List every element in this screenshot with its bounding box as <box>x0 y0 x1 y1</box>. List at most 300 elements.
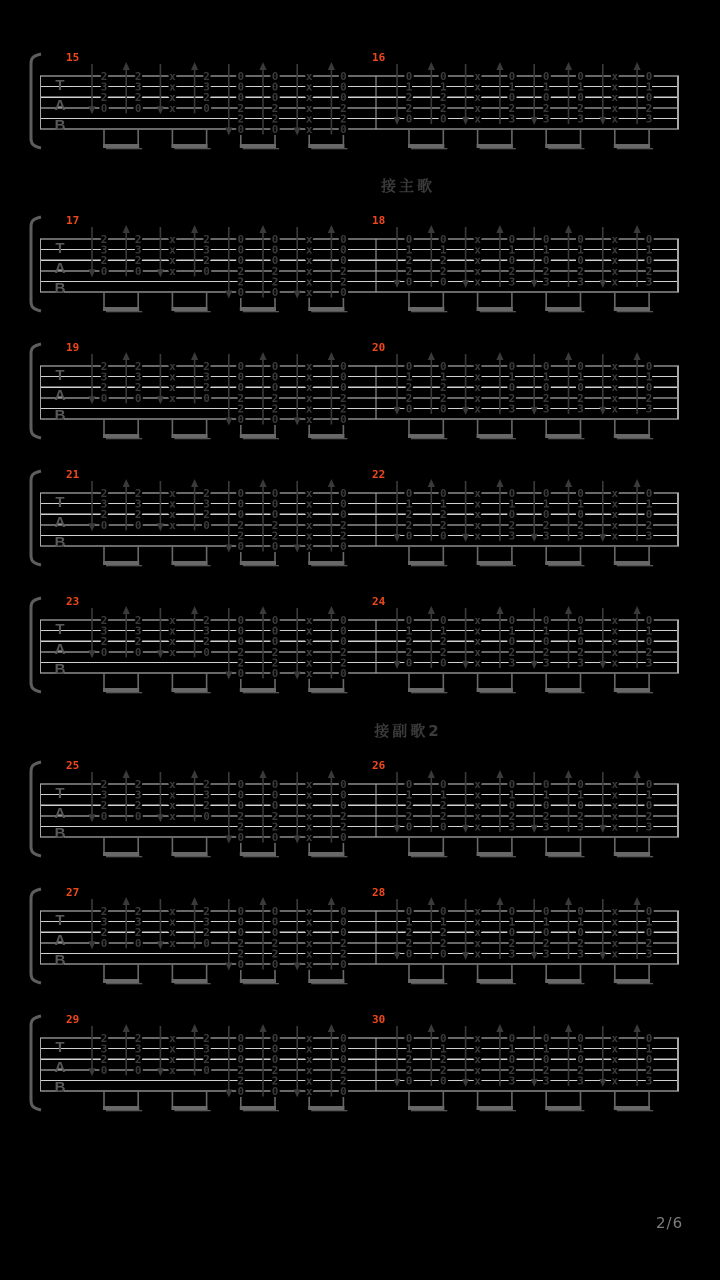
fret-number: 2 <box>577 101 584 115</box>
fret-number: 2 <box>508 936 516 950</box>
fret-number: 2 <box>439 936 447 950</box>
muted-hit: x <box>305 80 313 94</box>
fret-number: 0 <box>439 112 447 126</box>
muted-hit: x <box>169 101 176 115</box>
fret-number: 0 <box>508 381 516 395</box>
fret-number: 2 <box>203 70 210 83</box>
strum-down-arrowhead <box>225 672 232 680</box>
fret-number: 2 <box>577 936 584 950</box>
strum-up-arrowhead <box>565 479 572 487</box>
fret-number: 0 <box>134 936 142 950</box>
beam <box>545 688 581 692</box>
muted-hit: x <box>305 1053 313 1067</box>
fret-number: 2 <box>271 947 279 961</box>
measure-number: 21 <box>66 468 80 481</box>
muted-hit: x <box>305 518 313 532</box>
muted-hit: x <box>611 788 619 802</box>
muted-hit: x <box>169 497 176 511</box>
strum-down-arrowhead <box>462 534 469 542</box>
beam-shadow <box>617 856 653 857</box>
fret-number: 0 <box>340 1085 347 1098</box>
fret-number: 2 <box>577 518 584 532</box>
muted-hit: x <box>474 360 481 373</box>
muted-hit: x <box>474 101 481 115</box>
fret-number: 2 <box>237 820 245 834</box>
strum-up-arrowhead <box>428 770 435 778</box>
fret-number: 1 <box>577 243 584 257</box>
muted-hit: x <box>474 635 481 649</box>
strum-down-arrowhead <box>599 117 606 125</box>
fret-number: 1 <box>542 497 550 511</box>
fret-number: 3 <box>645 1074 653 1088</box>
fret-number: 0 <box>508 926 516 940</box>
tab-clef-letter: A <box>54 641 66 658</box>
strum-up-arrowhead <box>123 479 130 487</box>
fret-number: 3 <box>508 1074 516 1088</box>
fret-number: 2 <box>100 233 108 246</box>
muted-hit: x <box>474 497 481 511</box>
fret-number: 2 <box>405 101 413 115</box>
muted-hit: x <box>611 402 619 416</box>
fret-number: 0 <box>237 778 245 791</box>
strum-up-arrowhead <box>428 897 435 905</box>
muted-hit: x <box>611 624 619 638</box>
muted-hit: x <box>305 656 313 670</box>
fret-number: 0 <box>134 101 142 115</box>
fret-number: 3 <box>542 820 550 834</box>
beam-shadow <box>243 983 279 984</box>
muted-hit: x <box>305 1042 313 1056</box>
strum-down-arrowhead <box>599 534 606 542</box>
strum-down-arrowhead <box>157 106 164 114</box>
fret-number: 0 <box>340 799 347 813</box>
beam <box>408 979 444 983</box>
tab-system-svg <box>0 339 720 442</box>
fret-number: 2 <box>340 1063 347 1077</box>
muted-hit: x <box>169 91 176 105</box>
fret-number: 2 <box>340 112 347 126</box>
fret-number: 2 <box>340 275 347 289</box>
strum-up-arrowhead <box>328 62 335 70</box>
muted-hit: x <box>305 413 313 426</box>
fret-number: 0 <box>439 778 447 791</box>
fret-number: 1 <box>508 1042 516 1056</box>
fret-number: 3 <box>577 820 584 834</box>
strum-up-arrowhead <box>634 479 641 487</box>
fret-number: 2 <box>100 905 108 918</box>
beam-shadow <box>480 983 516 984</box>
fret-number: 0 <box>340 831 347 844</box>
strum-down-arrowhead <box>157 650 164 658</box>
fret-number: 2 <box>405 264 413 278</box>
strum-up-arrowhead <box>496 479 503 487</box>
strum-down-arrowhead <box>294 836 301 844</box>
fret-number: 3 <box>203 1042 210 1056</box>
beam <box>408 434 444 438</box>
beam-shadow <box>548 856 584 857</box>
fret-number: 2 <box>439 518 447 532</box>
muted-hit: x <box>474 91 481 105</box>
fret-number: 0 <box>645 487 653 500</box>
fret-number: 1 <box>645 788 653 802</box>
fret-number: 1 <box>542 1042 550 1056</box>
beam <box>614 1106 650 1110</box>
fret-number: 1 <box>542 915 550 929</box>
beam <box>240 561 276 565</box>
strum-up-arrowhead <box>428 1024 435 1032</box>
strum-down-arrowhead <box>531 280 538 288</box>
beam <box>171 144 207 148</box>
fret-number: 2 <box>405 635 413 649</box>
fret-number: 2 <box>542 645 550 659</box>
strum-up-arrowhead <box>259 352 266 360</box>
fret-number: 0 <box>508 905 516 918</box>
beam-shadow <box>411 856 447 857</box>
fret-number: 0 <box>237 370 245 384</box>
strum-up-arrowhead <box>259 606 266 614</box>
strum-down-arrowhead <box>157 269 164 277</box>
fret-number: 2 <box>134 1053 142 1067</box>
beam <box>614 434 650 438</box>
beam-shadow <box>617 438 653 439</box>
fret-number: 0 <box>237 508 245 522</box>
muted-hit: x <box>611 809 619 823</box>
fret-number: 1 <box>508 788 516 802</box>
fret-number: 2 <box>203 360 210 373</box>
strum-down-arrowhead <box>88 269 95 277</box>
fret-number: 0 <box>237 635 245 649</box>
muted-hit: x <box>611 264 619 278</box>
fret-number: 0 <box>271 233 279 246</box>
beam <box>103 852 139 856</box>
muted-hit: x <box>474 926 481 940</box>
fret-number: 0 <box>542 1032 550 1045</box>
beam-shadow <box>617 311 653 312</box>
fret-number: 0 <box>203 101 210 115</box>
fret-number: 0 <box>237 360 245 373</box>
fret-number: 0 <box>405 656 413 670</box>
fret-number: 2 <box>508 1063 516 1077</box>
strum-down-arrowhead <box>225 1090 232 1098</box>
fret-number: 3 <box>134 243 142 257</box>
fret-number: 0 <box>340 286 347 299</box>
fret-number: 2 <box>100 635 108 649</box>
system-brace <box>31 54 41 148</box>
strum-down-arrowhead <box>393 952 400 960</box>
beam-shadow <box>311 1110 347 1111</box>
strum-down-arrowhead <box>225 418 232 426</box>
fret-number: 1 <box>577 80 584 94</box>
beam <box>408 307 444 311</box>
strum-up-arrowhead <box>428 479 435 487</box>
muted-hit: x <box>474 1053 481 1067</box>
fret-number: 2 <box>100 926 108 940</box>
fret-number: 0 <box>271 905 279 918</box>
fret-number: 3 <box>508 275 516 289</box>
muted-hit: x <box>305 778 313 791</box>
fret-number: 1 <box>542 243 550 257</box>
fret-number: 0 <box>542 614 550 627</box>
fret-number: 2 <box>508 391 516 405</box>
muted-hit: x <box>305 275 313 289</box>
strum-down-arrowhead <box>393 407 400 415</box>
beam-shadow <box>243 438 279 439</box>
fret-number: 3 <box>577 275 584 289</box>
tab-clef-letter: B <box>54 117 66 134</box>
muted-hit: x <box>305 947 313 961</box>
fret-number: 2 <box>439 264 447 278</box>
fret-number: 0 <box>237 540 245 553</box>
fret-number: 2 <box>100 1032 108 1045</box>
fret-number: 2 <box>645 1063 653 1077</box>
beam <box>614 852 650 856</box>
beam <box>477 561 513 565</box>
beam-shadow <box>411 692 447 693</box>
fret-number: 2 <box>271 518 279 532</box>
muted-hit: x <box>474 508 481 522</box>
fret-number: 3 <box>203 370 210 384</box>
beam-shadow <box>311 438 347 439</box>
fret-number: 0 <box>577 778 584 791</box>
fret-number: 3 <box>645 529 653 543</box>
beam-shadow <box>106 565 142 566</box>
strum-down-arrowhead <box>294 545 301 553</box>
strum-up-arrowhead <box>428 352 435 360</box>
fret-number: 2 <box>203 254 210 268</box>
fret-number: 2 <box>439 809 447 823</box>
fret-number: 2 <box>100 778 108 791</box>
fret-number: 2 <box>271 264 279 278</box>
fret-number: 0 <box>340 788 347 802</box>
fret-number: 2 <box>237 1063 245 1077</box>
fret-number: 2 <box>237 391 245 405</box>
fret-number: 2 <box>271 820 279 834</box>
beam <box>477 144 513 148</box>
fret-number: 2 <box>271 936 279 950</box>
fret-number: 1 <box>405 788 413 802</box>
tab-system-svg <box>0 593 720 696</box>
fret-number: 2 <box>439 391 447 405</box>
strum-up-arrowhead <box>328 352 335 360</box>
muted-hit: x <box>611 905 619 918</box>
muted-hit: x <box>305 370 313 384</box>
beam-shadow <box>243 692 279 693</box>
fret-number: 2 <box>100 360 108 373</box>
fret-number: 0 <box>237 286 245 299</box>
fret-number: 0 <box>645 91 653 105</box>
tab-clef-letter: A <box>54 932 66 949</box>
fret-number: 0 <box>577 70 584 83</box>
strum-up-arrowhead <box>123 352 130 360</box>
fret-number: 2 <box>340 1074 347 1088</box>
fret-number: 0 <box>645 360 653 373</box>
fret-number: 1 <box>542 80 550 94</box>
strum-down-arrowhead <box>531 534 538 542</box>
strum-down-arrowhead <box>393 117 400 125</box>
fret-number: 1 <box>439 915 447 929</box>
fret-number: 2 <box>542 101 550 115</box>
fret-number: 2 <box>439 381 447 395</box>
strum-down-arrowhead <box>88 523 95 531</box>
strum-up-arrowhead <box>496 770 503 778</box>
fret-number: 1 <box>405 1042 413 1056</box>
muted-hit: x <box>305 905 313 918</box>
muted-hit: x <box>474 370 481 384</box>
muted-hit: x <box>611 497 619 511</box>
muted-hit: x <box>611 645 619 659</box>
muted-hit: x <box>169 391 176 405</box>
muted-hit: x <box>611 799 619 813</box>
fret-number: 2 <box>271 1074 279 1088</box>
fret-number: 2 <box>203 1053 210 1067</box>
beam <box>614 144 650 148</box>
strum-up-arrowhead <box>191 225 198 233</box>
fret-number: 2 <box>645 936 653 950</box>
strum-down-arrowhead <box>599 661 606 669</box>
fret-number: 2 <box>405 809 413 823</box>
fret-number: 0 <box>508 70 516 83</box>
fret-number: 0 <box>271 778 279 791</box>
fret-number: 3 <box>542 1074 550 1088</box>
muted-hit: x <box>474 1032 481 1045</box>
fret-number: 2 <box>203 508 210 522</box>
muted-hit: x <box>169 487 176 500</box>
strum-up-arrowhead <box>123 606 130 614</box>
beam <box>545 144 581 148</box>
muted-hit: x <box>611 487 619 500</box>
beam <box>614 307 650 311</box>
muted-hit: x <box>305 1063 313 1077</box>
muted-hit: x <box>611 1063 619 1077</box>
fret-number: 0 <box>645 233 653 246</box>
fret-number: 0 <box>542 91 550 105</box>
strum-up-arrowhead <box>496 62 503 70</box>
fret-number: 0 <box>271 413 279 426</box>
beam-shadow <box>548 1110 584 1111</box>
measure-number: 15 <box>66 51 80 64</box>
fret-number: 0 <box>439 947 447 961</box>
fret-number: 3 <box>577 656 584 670</box>
muted-hit: x <box>474 656 481 670</box>
strum-down-arrowhead <box>294 128 301 136</box>
muted-hit: x <box>305 635 313 649</box>
tab-clef-letter: A <box>54 1059 66 1076</box>
fret-number: 0 <box>542 254 550 268</box>
fret-number: 3 <box>100 497 108 511</box>
strum-down-arrowhead <box>157 523 164 531</box>
fret-number: 2 <box>340 529 347 543</box>
fret-number: 3 <box>542 112 550 126</box>
muted-hit: x <box>474 254 481 268</box>
beam-shadow <box>174 438 210 439</box>
fret-number: 2 <box>439 1063 447 1077</box>
strum-down-arrowhead <box>462 407 469 415</box>
fret-number: 1 <box>645 497 653 511</box>
fret-number: 2 <box>237 518 245 532</box>
fret-number: 0 <box>237 614 245 627</box>
fret-number: 0 <box>340 1032 347 1045</box>
tab-clef-letter: B <box>54 1079 66 1096</box>
strum-up-arrowhead <box>565 770 572 778</box>
muted-hit: x <box>305 360 313 373</box>
fret-number: 0 <box>237 497 245 511</box>
fret-number: 0 <box>340 233 347 246</box>
strum-down-arrowhead <box>531 407 538 415</box>
muted-hit: x <box>305 645 313 659</box>
fret-number: 0 <box>237 799 245 813</box>
fret-number: 3 <box>134 497 142 511</box>
beam <box>103 979 139 983</box>
fret-number: 0 <box>340 243 347 257</box>
strum-up-arrowhead <box>565 225 572 233</box>
fret-number: 0 <box>542 799 550 813</box>
fret-number: 0 <box>100 391 108 405</box>
fret-number: 3 <box>100 788 108 802</box>
tab-clef-letter: A <box>54 260 66 277</box>
fret-number: 2 <box>340 656 347 670</box>
fret-number: 0 <box>237 243 245 257</box>
measure-number: 19 <box>66 341 80 354</box>
beam <box>477 307 513 311</box>
fret-number: 3 <box>134 788 142 802</box>
beam-shadow <box>311 148 347 149</box>
beam <box>171 561 207 565</box>
fret-number: 3 <box>100 915 108 929</box>
fret-number: 2 <box>405 936 413 950</box>
strum-down-arrowhead <box>531 117 538 125</box>
beam <box>614 561 650 565</box>
strum-up-arrowhead <box>496 225 503 233</box>
fret-number: 3 <box>542 947 550 961</box>
strum-down-arrowhead <box>393 1079 400 1087</box>
fret-number: 2 <box>542 809 550 823</box>
fret-number: 1 <box>508 243 516 257</box>
muted-hit: x <box>305 1032 313 1045</box>
fret-number: 0 <box>405 275 413 289</box>
beam <box>308 852 344 856</box>
strum-up-arrowhead <box>191 479 198 487</box>
fret-number: 3 <box>508 820 516 834</box>
fret-number: 0 <box>237 487 245 500</box>
fret-number: 0 <box>439 360 447 373</box>
system-brace <box>31 344 41 438</box>
strum-down-arrowhead <box>294 672 301 680</box>
fret-number: 2 <box>237 656 245 670</box>
beam <box>308 561 344 565</box>
muted-hit: x <box>611 926 619 940</box>
fret-number: 0 <box>237 831 245 844</box>
muted-hit: x <box>305 1074 313 1088</box>
fret-number: 1 <box>542 370 550 384</box>
muted-hit: x <box>474 799 481 813</box>
fret-number: 0 <box>271 91 279 105</box>
fret-number: 2 <box>134 905 142 918</box>
fret-number: 0 <box>439 487 447 500</box>
fret-number: 2 <box>577 391 584 405</box>
strum-down-arrowhead <box>225 836 232 844</box>
fret-number: 1 <box>577 788 584 802</box>
fret-number: 2 <box>340 518 347 532</box>
fret-number: 2 <box>237 1074 245 1088</box>
beam-shadow <box>617 148 653 149</box>
strum-down-arrowhead <box>462 1079 469 1087</box>
muted-hit: x <box>169 635 176 649</box>
fret-number: 0 <box>340 915 347 929</box>
fret-number: 0 <box>203 809 210 823</box>
muted-hit: x <box>474 70 481 83</box>
strum-up-arrowhead <box>191 897 198 905</box>
fret-number: 0 <box>439 275 447 289</box>
